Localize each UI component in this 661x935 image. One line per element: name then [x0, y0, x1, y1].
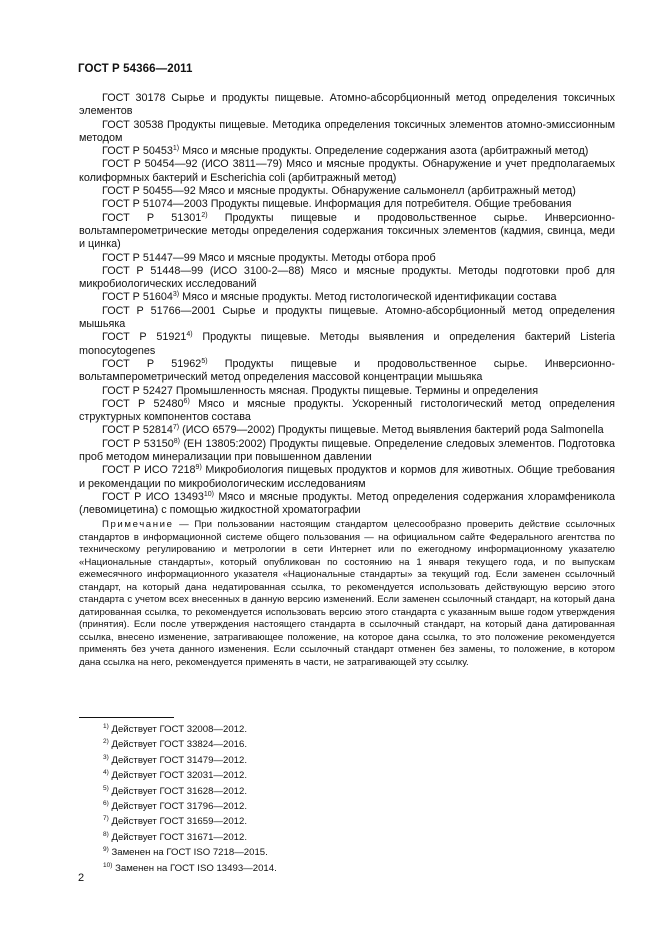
- reference-code: ГОСТ 30178: [102, 92, 166, 104]
- page-number: 2: [78, 872, 85, 884]
- reference-title: Мясо и мясные продукты. Ускоренный гистологический метод определения структурных компонентов состава: [79, 397, 615, 424]
- footnote-marker: 1): [172, 145, 180, 153]
- footnote-item: [103, 814, 503, 829]
- reference-code: ГОСТ 30538: [102, 118, 164, 131]
- footnote-mark: 10): [103, 861, 113, 869]
- footnote-marker: 4): [186, 331, 193, 339]
- footnote-item: [103, 830, 503, 845]
- footnote-item: [103, 722, 503, 737]
- reference-code: ГОСТ Р 51301: [102, 211, 202, 224]
- reference-item: [79, 198, 615, 211]
- reference-code: ГОСТ Р 52427: [102, 384, 173, 397]
- reference-code: ГОСТ Р 51962: [102, 357, 202, 370]
- reference-item: [79, 305, 615, 332]
- footnote-text: Действует ГОСТ 33824—2016.: [108, 739, 248, 751]
- footnote-marker: 9): [195, 464, 202, 472]
- document-header: ГОСТ Р 54366—2011: [78, 63, 193, 75]
- footnote-item: [103, 845, 503, 860]
- reference-item: [79, 491, 615, 518]
- reference-code: ГОСТ Р 51921: [102, 331, 187, 344]
- footnote-marker: 2): [201, 211, 208, 219]
- footnote-text: Действует ГОСТ 31671—2012.: [108, 831, 248, 843]
- reference-item: [79, 212, 615, 252]
- footnote-mark: 3): [103, 753, 109, 761]
- reference-code: ГОСТ Р ИСО 13493: [102, 490, 204, 503]
- footnote-mark: 8): [103, 830, 109, 838]
- footnote-text: Заменен на ГОСТ ISO 13493—2014.: [112, 862, 277, 874]
- footnote-item: [103, 753, 503, 768]
- footnote-marker: 5): [201, 357, 208, 365]
- reference-title: Мясо и мясные продукты. Обнаружение и учет предполагаемых колиформных бактерий и Escherichia coli (арбитражный метод): [79, 158, 615, 184]
- footnote-text: Заменен на ГОСТ ISO 7218—2015.: [108, 847, 268, 859]
- normative-references-list: [79, 92, 615, 518]
- reference-title: (ЕН 13805:2002) Продукты пищевые. Определение следовых элементов. Подготовка проб методом минерализации при повышенном давлении: [79, 437, 615, 464]
- footnotes-list: [103, 722, 503, 876]
- footnote-mark: 4): [103, 769, 109, 777]
- reference-title: Мясо и мясные продукты. Методы отбора проб: [195, 251, 436, 264]
- footnote-mark: 5): [103, 784, 109, 792]
- footnote-mark: 7): [103, 815, 109, 823]
- note-paragraph: [79, 519, 615, 669]
- reference-item: [79, 424, 615, 437]
- footnote-marker: 8): [173, 437, 181, 445]
- reference-code: ГОСТ Р 51074—2003: [102, 198, 208, 211]
- reference-item: [79, 185, 615, 198]
- reference-code: ГОСТ Р 50453: [102, 145, 173, 158]
- reference-title: Мясо и мясные продукты. Обнаружение сальмонелл (арбитражный метод): [195, 185, 576, 198]
- reference-title: Продукты пищевые. Информация для потребителя. Общие требования: [207, 198, 572, 211]
- footnote-item: [103, 737, 503, 752]
- reference-title: Продукты пищевые. Методика определения токсичных элементов атомно-эмиссионным методом: [79, 118, 615, 144]
- reference-item: [79, 385, 615, 398]
- footnote-marker: 10): [203, 490, 214, 498]
- reference-item: [79, 331, 615, 358]
- footnote-mark: 9): [103, 846, 109, 854]
- note-label: Примечание: [102, 519, 174, 530]
- footnote-text: Действует ГОСТ 32031—2012.: [108, 770, 248, 782]
- reference-item: [79, 145, 615, 158]
- footnote-item: [103, 768, 503, 783]
- reference-title: Продукты пищевые и продовольственное сырье. Инверсионно-вольтамперометрические методы определения содержания токсичных элементов (кадмия, свинца, меди и цинка): [79, 211, 615, 251]
- footnote-marker: 3): [172, 291, 180, 299]
- reference-item: [79, 92, 615, 119]
- footnote-text: Действует ГОСТ 31659—2012.: [108, 816, 248, 828]
- reference-item: [79, 358, 615, 385]
- reference-code: ГОСТ Р 51447—99: [102, 251, 196, 264]
- footnote-item: [103, 784, 503, 799]
- footnote-text: Действует ГОСТ 31796—2012.: [108, 801, 248, 813]
- reference-code: ГОСТ Р 51604: [102, 291, 173, 304]
- footnote-mark: 2): [103, 738, 109, 746]
- footnote-text: Действует ГОСТ 32008—2012.: [108, 724, 248, 735]
- reference-title: Продукты пищевые. Методы выявления и определения бактерий Listeria monocytogenes: [79, 331, 615, 357]
- reference-code: ГОСТ Р 50455—92: [102, 185, 196, 198]
- reference-title: Продукты пищевые и продовольственное сырье. Инверсионно-вольтамперометрический метод определения массовой концентрации мышьяка: [79, 357, 615, 384]
- footnote-separator: [79, 717, 174, 718]
- reference-item: [79, 265, 615, 292]
- reference-code: ГОСТ Р 52814: [102, 424, 173, 437]
- footnote-marker: 7): [172, 424, 180, 432]
- reference-code: ГОСТ Р 53150: [102, 437, 174, 450]
- footnote-text: Действует ГОСТ 31628—2012.: [108, 785, 248, 797]
- reference-title: Промышленность мясная. Продукты пищевые. Термины и определения: [172, 384, 539, 397]
- footnote-mark: 6): [103, 800, 109, 808]
- reference-code: ГОСТ Р ИСО 7218: [102, 464, 196, 477]
- reference-code: ГОСТ Р 52480: [102, 397, 184, 410]
- footnote-item: [103, 799, 503, 814]
- reference-title: (ИСО 6579—2002) Продукты пищевые. Метод выявления бактерий рода Salmonella: [179, 424, 604, 437]
- note-text: — При пользовании настоящим стандартом целесообразно проверить действие ссылочных стандартов в информационной системе общего пользования — на официальном сайте Федерального агентства по техническому регулированию и метрологии в сети Интернет или по ежегодному информационному указателю «Национальные стандарты», который опубликован по состоянию на 1 января текущего года, и по выпускам ежемесячного информационного указателя «Национальные стандарты» за текущий год. Если заменен ссылочный стандарт, на который дана недатированная ссылка, то рекомендуется использовать действующую версию этого стандарта с учетом всех внесенных в данную версию изменений. Если заменен ссылочный стандарт, на который дана датированная ссылка, то рекомендуется использовать версию этого стандарта с указанным выше годом утверждения (принятия). Если после утверждения настоящего стандарта в ссылочный стандарт, на который дана датированная ссылка, внесено изменение, затрагивающее положение, на которое дана ссылка, то это положение рекомендуется применять без учета данного изменения. Если ссылочный стандарт отменен без замены, то положение, в котором дана ссылка на него, рекомендуется применять в части, не затрагивающей эту ссылку.: [79, 519, 615, 668]
- reference-title: Сырье и продукты пищевые. Атомно-абсорбционный метод определения токсичных элементов: [79, 92, 615, 118]
- reference-title: Мясо и мясные продукты. Методы подготовки проб для микробиологических исследований: [79, 264, 615, 291]
- footnote-text: Действует ГОСТ 31479—2012.: [108, 754, 248, 766]
- reference-item: [79, 398, 615, 425]
- reference-item: [79, 158, 615, 185]
- reference-item: [79, 438, 615, 465]
- reference-item: [79, 464, 615, 491]
- reference-code: ГОСТ Р 51766—2001: [102, 304, 216, 317]
- reference-title: Мясо и мясные продукты. Метод гистологической идентификации состава: [179, 291, 557, 304]
- reference-title: Мясо и мясные продукты. Определение содержания азота (арбитражный метод): [179, 145, 589, 158]
- reference-code: ГОСТ Р 51448—99 (ИСО 3100-2—88): [102, 264, 304, 277]
- reference-item: [79, 119, 615, 146]
- footnote-item: [103, 861, 503, 876]
- reference-title: Сырье и продукты пищевые. Атомно-абсорбционный метод определения мышьяка: [79, 304, 615, 331]
- footnote-marker: 6): [183, 397, 190, 405]
- reference-title: Мясо и мясные продукты. Метод определения содержания хлорамфеникола (левомицетина) с помощью жидкостной хроматографии: [79, 490, 615, 517]
- reference-title: Микробиология пищевых продуктов и кормов для животных. Общие требования и рекомендации по микробиологическим исследованиям: [79, 464, 615, 490]
- reference-item: [79, 252, 615, 265]
- footnote-mark: 1): [103, 723, 109, 730]
- reference-code: ГОСТ Р 50454—92 (ИСО 3811—79): [102, 158, 283, 171]
- reference-item: [79, 291, 615, 304]
